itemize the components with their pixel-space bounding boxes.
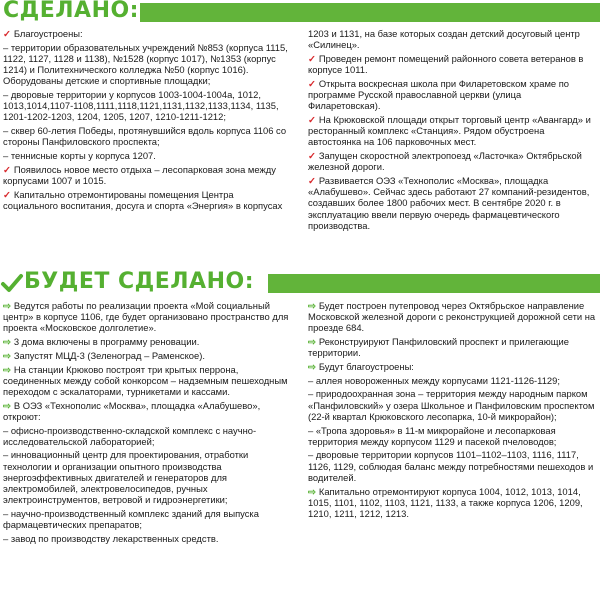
list-item: [3, 508, 291, 530]
list-item: [308, 388, 596, 422]
list-item-text: – дворовые территории корпусов 1101–1102–1103, 1116, 1117, 1126, 1129, соблюдая баланс между потребностями пешеходов и водителей.: [308, 449, 594, 483]
list-item: [3, 400, 291, 422]
list-item: [3, 533, 291, 544]
arrow-right-icon: ⇨: [308, 361, 316, 373]
list-item-text: Появилось новое место отдыха – лесопарковая зона между корпусами 1007 и 1015.: [3, 163, 276, 186]
list-item-text: – сквер 60-летия Победы, протянувшийся вдоль корпуса 1106 со стороны Панфиловского проспекта;: [3, 125, 287, 148]
list-item-text: Проведен ремонт помещений районного совета ветеранов в корпусе 1011.: [308, 52, 584, 76]
list-item-text: – дворовые территории у корпусов 1003-1004-1004а, 1012, 1013,1014,1107-1108,1111,1118,1121,1131,1132,1133,1134, 1135, 1201-1202-1203, 1204, 1205, 1207, 1210-1211-1212;: [3, 89, 279, 123]
list-item: [3, 42, 291, 87]
list-item-text: Запущен скоростной электропоезд «Ласточка» Октябрьской железной дороги.: [308, 150, 582, 173]
list-item: [308, 28, 596, 50]
list-item: [3, 364, 291, 398]
arrow-right-icon: ⇨: [308, 336, 316, 348]
list-item-text: – офисно-производственно-складской комплекс с научно-исследовательской лабораторией;: [3, 424, 257, 447]
list-item-text: Капитально отремонтированы помещения Центра социального воспитания, досуга и спорта «Энергия» в корпусах: [3, 188, 283, 211]
list-item: [308, 361, 596, 372]
arrow-right-icon: ⇨: [3, 300, 11, 311]
list-item-text: – инновационный центр для проектирования, отработки технологии и организации опытного производства энергоэффективных двигателей и генераторов для электромобилей, электровелосипедов, ручных электроинструментов, ветровой и гидроэнергетики;: [3, 449, 249, 506]
arrow-right-icon: ⇨: [3, 349, 11, 361]
checkmark-icon: ✓: [308, 150, 316, 162]
list-item-text: Будут благоустроены:: [318, 361, 414, 373]
arrow-right-icon: ⇨: [3, 363, 11, 375]
list-item: [3, 150, 291, 161]
list-item-text: 3 дома включены в программу реновации.: [13, 336, 200, 348]
checkmark-icon: ✓: [308, 113, 316, 125]
checkmark-icon: ✓: [3, 188, 11, 200]
header-bar: [140, 3, 600, 22]
list-item-text: На Крюковской площади открыт торговый центр «Авангард» и ресторанный комплекс «Станция». Рядом обустроена автостоянка на 106 парковочных мест.: [308, 113, 591, 148]
list-item: [308, 114, 596, 148]
done-title: СДЕЛАНО:: [3, 0, 139, 23]
list-item: [3, 28, 291, 39]
list-item-text: – завод по производству лекарственных средств.: [3, 532, 219, 544]
checkmark-icon: ✓: [308, 77, 316, 89]
will-be-done-title: БУДЕТ СДЕЛАНО:: [24, 269, 254, 294]
checkmark-icon: ✓: [308, 174, 316, 186]
done-left-column: [3, 28, 291, 214]
done-header: [0, 0, 600, 24]
checkmark-icon: ✓: [308, 52, 316, 64]
list-item: [3, 336, 291, 347]
list-item: [308, 175, 596, 231]
list-item: [308, 486, 596, 520]
list-item: [308, 150, 596, 172]
list-item-text: Будет построен путепровод через Октябрьское направление Московской железной дороги с реконструкцией дорожной сети на проезде 684.: [308, 300, 596, 334]
list-item: [3, 164, 291, 186]
list-item-text: Капитально отремонтируют корпуса 1004, 1012, 1013, 1014, 1015, 1101, 1102, 1103, 1121, 1133, а также корпуса 1206, 1209, 1210, 1211, 1212, 1213.: [308, 485, 583, 519]
header-bar: [268, 274, 600, 293]
list-item-text: – теннисные корты у корпуса 1207.: [3, 150, 156, 162]
list-item-text: На станции Крюково построят три крытых перрона, соединенных между собой конкорсом – надземным пешеходным переходом с эскалаторами, турникетами и кассами.: [3, 363, 288, 397]
done-right-column: [308, 28, 596, 233]
list-item: [3, 189, 291, 211]
list-item: [3, 125, 291, 147]
list-item-text: Ведутся работы по реализации проекта «Мой социальный центр» в корпусе 1106, где будет организовано пространство для проекта «Московское долголетие».: [3, 300, 289, 334]
list-item-text: – природоохранная зона – территория между народным парком «Панфиловский» у озера Школьное и Панфиловским проспектом (22-й квартал Крюковского лесопарка, 10-й микрорайон);: [308, 388, 595, 422]
list-item-text: – территории образовательных учреждений №853 (корпуса 1115, 1122, 1127, 1128 и 1138), №1528 (корпус 1017), №1353 (корпус 1214) и Политехнического колледжа №50 (корпус 1016). Оборудованы детские и спортивные площадки;: [3, 41, 288, 87]
checkmark-icon: ✓: [3, 28, 11, 39]
check-icon: [0, 271, 24, 295]
list-item: [3, 449, 291, 505]
list-item: [308, 375, 596, 386]
list-item-text: 1203 и 1131, на базе которых создан детский досуговый центр «Силинец».: [308, 28, 580, 51]
list-item-text: Развивается ОЭЗ «Технополис «Москва», площадка «Алабушево». Сейчас здесь работают 27 компаний-резидентов, создавших более 1800 рабочих мест. В сентябре 2020 г. в эксплуатацию ввели первую очередь фармацевтического производства.: [308, 174, 590, 231]
list-item: [308, 425, 596, 447]
list-item: [3, 89, 291, 123]
list-item-text: Открыта воскресная школа при Филаретовском храме по программе Русской православной церкви (улица Филаретовская).: [308, 77, 569, 112]
plan-left-column: [3, 300, 291, 547]
arrow-right-icon: ⇨: [3, 336, 11, 348]
arrow-right-icon: ⇨: [308, 300, 316, 311]
list-item: [3, 425, 291, 447]
list-item-text: Благоустроены:: [13, 28, 83, 39]
list-item: [308, 78, 596, 112]
list-item: [308, 336, 596, 358]
list-item: [308, 449, 596, 483]
arrow-right-icon: ⇨: [3, 399, 11, 411]
list-item: [3, 350, 291, 361]
list-item-text: – научно-производственный комплекс зданий для выпуска фармацевтических препаратов;: [3, 507, 259, 531]
checkmark-icon: ✓: [3, 163, 11, 175]
list-item: [3, 300, 291, 334]
list-item-text: Реконструируют Панфиловский проспект и прилегающие территории.: [308, 336, 569, 359]
list-item-text: Запустят МЦД-3 (Зеленоград – Раменское).: [13, 349, 205, 361]
list-item: [308, 300, 596, 334]
list-item-text: В ОЭЗ «Технополис «Москва», площадка «Алабушево», откроют:: [3, 399, 261, 422]
arrow-right-icon: ⇨: [308, 485, 316, 497]
will-be-done-header: [0, 271, 600, 295]
list-item: [308, 53, 596, 75]
list-item-text: – «Тропа здоровья» в 11-м микрорайоне и лесопарковая территория между корпусом 1129 и пасекой пчеловодов;: [308, 424, 557, 447]
list-item-text: – аллея новороженных между корпусами 1121-1126-1129;: [308, 374, 560, 386]
plan-right-column: [308, 300, 596, 522]
